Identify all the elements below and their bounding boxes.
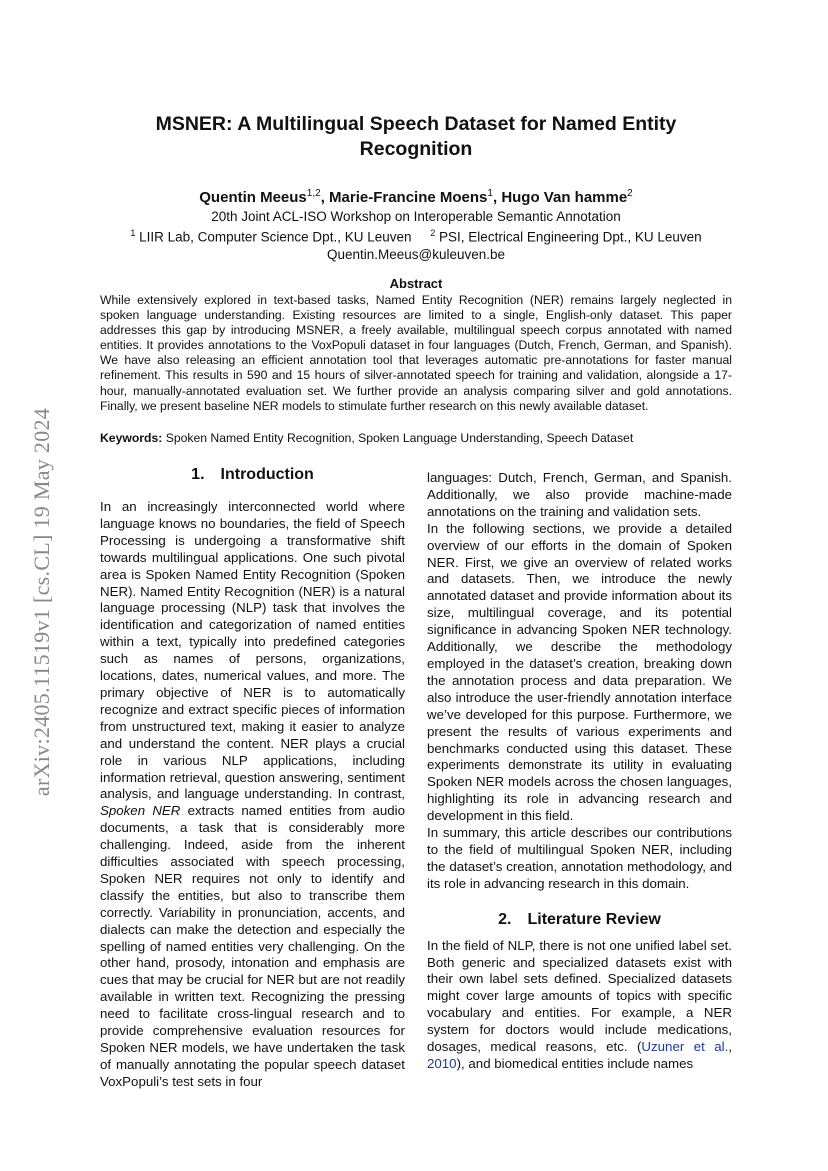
abstract-text: While extensively explored in text-based tasks, Named Entity Recognition (NER) remains largely neglected in spoken language understanding. Existing resources are limited to a single, English-only dataset. This paper addresses this gap by introducing MSNER, a freely available, multilingual speech corpus annotated with named entities. It provides annotations to the VoxPopuli dataset in four languages (Dutch, French, German, and Spanish). We have also releasing an efficient annotation tool that leverages automatic pre-annotations for faster manual refinement. This results in 590 and 15 hours of silver-annotated speech for training and validation, alongside a 17-hour, manually-annotated evaluation set. We further provide an analysis comparing silver and gold annotations. Finally, we present baseline NER models to stimulate further research on this newly available dataset. bbox=[100, 293, 732, 413]
intro-text: extracts named entities from audio documents, a task that is considerably more challenging. Indeed, aside from the inherent difficulties associated with speech processing, Spoken NER requires not only to identify and classify the entities, but also to transcribe them correctly. Variability in pronunciation, accents, and dialects can make the detection and especially the spelling of named entities very challenging. On the other hand, prosody, intonation and emphasis are cues that may be crucial for NER but are not readily available in written text. Recognizing the pressing need to facilitate cross-lingual research and to provide comprehensive evaluation resources for Spoken NER models, we have undertaken the task of manually annotating the popular speech dataset VoxPopuli’s test sets in four bbox=[100, 803, 405, 1089]
arxiv-sidebar bbox=[24, 352, 60, 852]
section-title: Literature Review bbox=[527, 910, 661, 928]
citation-separator: , bbox=[728, 1039, 732, 1055]
right-column bbox=[427, 470, 732, 1073]
intro-text: In an increasingly interconnected world where language knows no boundaries, the field of Speech Processing is undergoing a transformative shift towards multilingual applications. One such pivotal area is Spoken Named Entity Recognition (Spoken NER). Named Entity Recognition (NER) is a natural language processing (NLP) task that involves the identification and categorization of named entities within a text, typically into predefined categories such as names of persons, organizations, locations, dates, numerical values, and more. The primary objective of NER is to automatically recognize and extract specific pieces of information from unstructured text, making it easier to analyze and understand the content. NER plays a crucial role in various NLP applications, including information retrieval, question answering, sentiment analysis, and language understanding. In contrast, bbox=[100, 499, 405, 802]
affiliation-marker: 2 bbox=[430, 228, 436, 238]
intro-paragraph: In the following sections, we provide a detailed overview of our efforts in the domain of Spoken NER. First, we give an overview of related works and datasets. Then, we introduce the newly annotated dataset and provide information about its size, multilingual coverage, and its potential significance in advancing Spoken NER technology. Additionally, we describe the methodology employed in the dataset’s creation, breaking down the annotation process and data preparation. We also introduce the user-friendly annotation interface we’ve developed for this purpose. Furthermore, we present the results of various experiments and benchmarks conducted using this dataset. These experiments demonstrate its utility in evaluating Spoken NER models across the chosen languages, highlighting its role in advancing research and development in this field. bbox=[427, 520, 732, 824]
section-number: 1. bbox=[191, 466, 205, 483]
author-name: Hugo Van hamme bbox=[501, 189, 628, 206]
literature-paragraph bbox=[427, 938, 732, 1073]
paper-title: MSNER: A Multilingual Speech Dataset for Named Entity Recognition bbox=[155, 113, 677, 160]
literature-text: ), and biomedical entities include names bbox=[456, 1056, 694, 1071]
affiliation-marker: 1 bbox=[130, 228, 136, 238]
author-name: Quentin Meeus bbox=[199, 189, 307, 206]
affiliations-line bbox=[100, 225, 732, 246]
literature-review-section bbox=[427, 910, 732, 1073]
author-name: Marie-Francine Moens bbox=[329, 189, 488, 206]
intro-paragraph: In summary, this article describes our contributions to the field of multilingual Spoken NER, including the dataset’s creation, annotation methodology, and its role in advancing research in this domain. bbox=[427, 825, 732, 891]
literature-text: In the field of NLP, there is not one unified label set. Both generic and specialized datasets exist with their own label sets defined. Specialized datasets might cover large amounts of topics with specific vocabulary and entities. For example, a NER system for doctors would include medications, dosages, medical reasons, etc. ( bbox=[427, 937, 732, 1055]
section-title: Introduction bbox=[220, 466, 314, 483]
keywords-text: Spoken Named Entity Recognition, Spoken Language Understanding, Speech Dataset bbox=[165, 431, 634, 445]
intro-paragraph-continued: languages: Dutch, French, German, and Spanish. Additionally, we also provide machine-made annotations on the training and validation sets. bbox=[427, 470, 732, 519]
venue-line: 20th Joint ACL-ISO Workshop on Interoperable Semantic Annotation bbox=[211, 209, 621, 224]
intro-paragraph bbox=[100, 499, 405, 1091]
section-heading-literature-review bbox=[427, 910, 732, 930]
arxiv-identifier: arXiv:2405.11519v1 [cs.CL] 19 May 2024 bbox=[29, 407, 54, 797]
author-affiliation-marker: 2 bbox=[627, 188, 633, 199]
intro-emphasis: Spoken NER bbox=[100, 803, 181, 819]
keywords-line bbox=[100, 431, 732, 446]
abstract-heading: Abstract bbox=[389, 276, 443, 291]
paper-header bbox=[100, 112, 732, 263]
author-affiliation-marker: 1 bbox=[487, 188, 493, 199]
affiliation: LIIR Lab, Computer Science Dpt., KU Leuven bbox=[139, 229, 412, 245]
affiliation: PSI, Electrical Engineering Dpt., KU Leuven bbox=[439, 229, 702, 245]
section-heading-introduction bbox=[100, 465, 405, 485]
citation-link[interactable]: Uzuner et al. bbox=[641, 1039, 729, 1055]
abstract-section bbox=[100, 276, 732, 414]
author-affiliation-marker: 1,2 bbox=[306, 188, 321, 199]
keywords-label: Keywords: bbox=[100, 431, 163, 445]
author-list: Quentin Meeus$^{1,2}$, Marie-Francine Moens$^1$, Hugo Van hamme$^2$ bbox=[199, 188, 633, 206]
left-column bbox=[100, 465, 405, 1091]
author-email: Quentin.Meeus@kuleuven.be bbox=[326, 246, 506, 262]
citation-year-link[interactable]: 2010 bbox=[427, 1056, 457, 1071]
section-number: 2. bbox=[498, 910, 512, 928]
